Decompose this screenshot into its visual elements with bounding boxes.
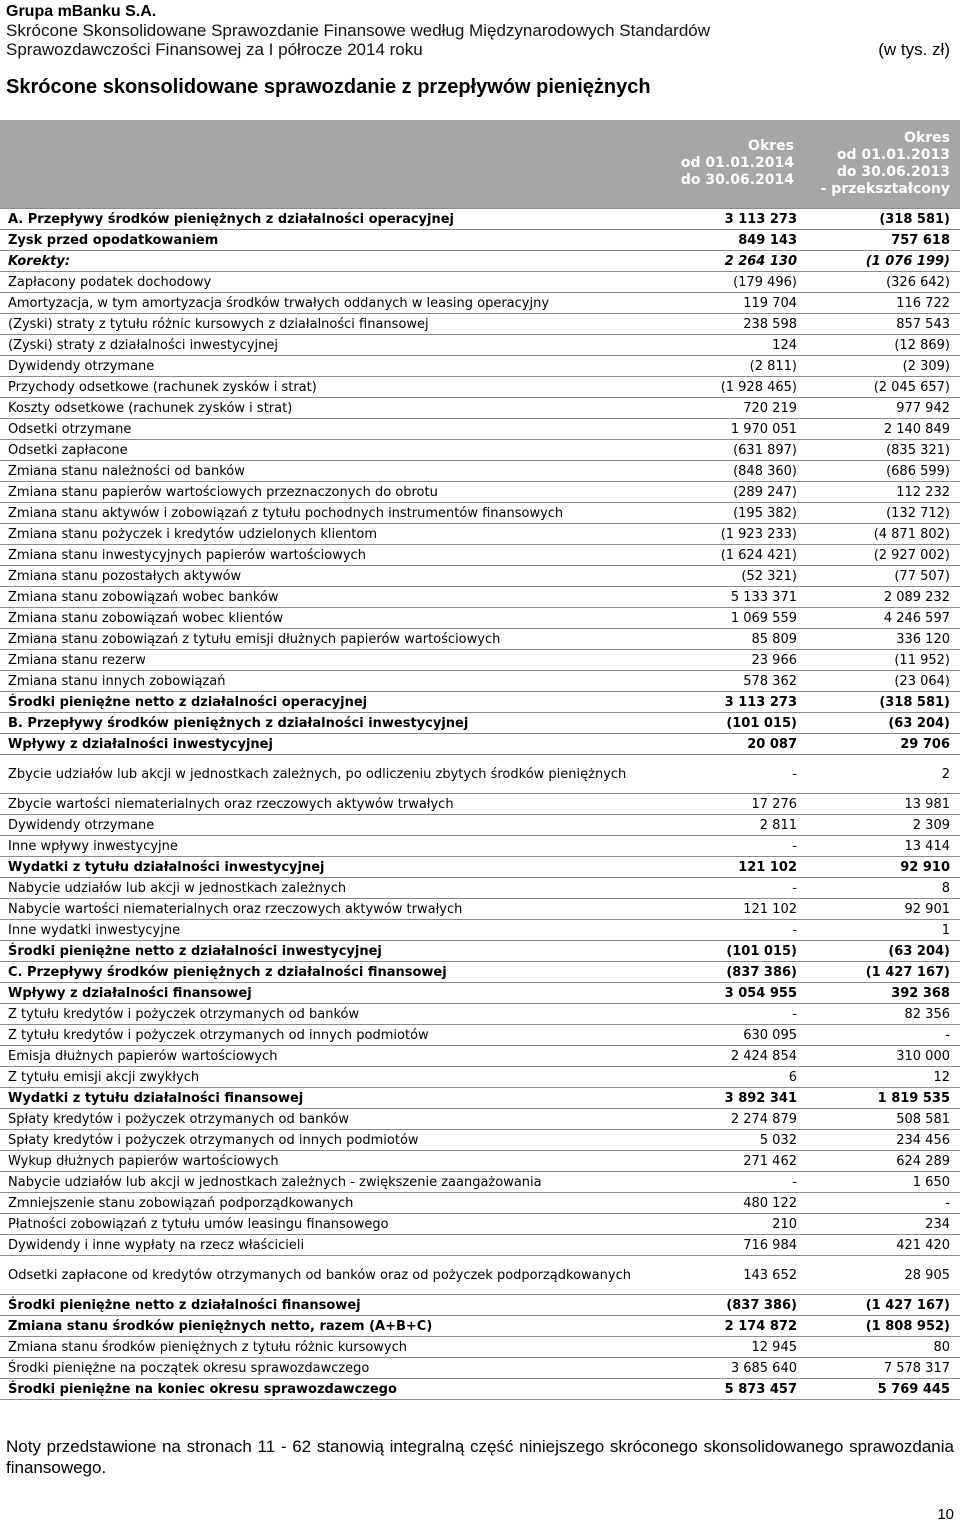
row-value-2013: 857 543	[803, 314, 960, 335]
table-row	[0, 755, 960, 794]
row-value-2014: 121 102	[650, 899, 803, 920]
row-value-2014: 85 809	[650, 629, 803, 650]
row-value-2014: 121 102	[650, 857, 803, 878]
row-value-2014: (1 928 465)	[650, 377, 803, 398]
row-value-2013: 28 905	[803, 1256, 960, 1295]
table-row	[0, 419, 960, 440]
row-value-2014: 480 122	[650, 1193, 803, 1214]
row-value-2014: 2 274 879	[650, 1109, 803, 1130]
row-value-2014: (1 624 421)	[650, 545, 803, 566]
row-label: Zbycie udziałów lub akcji w jednostkach zależnych, po odliczeniu zbytych środków pieniężnych	[0, 755, 650, 794]
row-value-2013: 1 819 535	[803, 1088, 960, 1109]
table-row	[0, 461, 960, 482]
row-value-2014: 3 054 955	[650, 983, 803, 1004]
row-value-2013: 234 456	[803, 1130, 960, 1151]
table-row	[0, 314, 960, 335]
row-value-2014: 5 873 457	[650, 1379, 803, 1400]
row-value-2013: -	[803, 1025, 960, 1046]
row-label: Odsetki zapłacone od kredytów otrzymanych od banków oraz od pożyczek podporządkowanych	[0, 1256, 650, 1295]
table-row	[0, 356, 960, 377]
row-label: Zbycie wartości niematerialnych oraz rzeczowych aktywów trwałych	[0, 794, 650, 815]
row-value-2013: (835 321)	[803, 440, 960, 461]
table-row	[0, 836, 960, 857]
row-label: Zmiana stanu rezerw	[0, 650, 650, 671]
table-row	[0, 692, 960, 713]
row-value-2013: (4 871 802)	[803, 524, 960, 545]
row-value-2014: 3 113 273	[650, 209, 803, 230]
table-row	[0, 335, 960, 356]
column-header-2014	[681, 138, 794, 189]
row-label: Dywidendy otrzymane	[0, 356, 650, 377]
row-label: Z tytułu kredytów i pożyczek otrzymanych od banków	[0, 1004, 650, 1025]
row-label: Inne wydatki inwestycyjne	[0, 920, 650, 941]
row-label: Środki pieniężne netto z działalności finansowej	[0, 1295, 650, 1316]
column-header-2013-line: do 30.06.2013	[836, 164, 950, 180]
row-value-2014: 6	[650, 1067, 803, 1088]
row-value-2014: -	[650, 920, 803, 941]
row-value-2014: (195 382)	[650, 503, 803, 524]
row-value-2013: (2 309)	[803, 356, 960, 377]
row-value-2014: (631 897)	[650, 440, 803, 461]
row-label: Zmiana stanu zobowiązań wobec banków	[0, 587, 650, 608]
column-header-band	[0, 120, 960, 208]
row-label: Nabycie udziałów lub akcji w jednostkach zależnych - zwiększenie zaangażowania	[0, 1172, 650, 1193]
row-value-2014: 124	[650, 335, 803, 356]
column-header-2014-line: od 01.01.2014	[680, 155, 794, 171]
row-label: (Zyski) straty z tytułu różnic kursowych z działalności finansowej	[0, 314, 650, 335]
row-value-2013: 757 618	[803, 230, 960, 251]
row-value-2013: 234	[803, 1214, 960, 1235]
row-value-2014: 630 095	[650, 1025, 803, 1046]
table-row	[0, 440, 960, 461]
row-value-2014: 720 219	[650, 398, 803, 419]
row-label: Z tytułu kredytów i pożyczek otrzymanych od innych podmiotów	[0, 1025, 650, 1046]
row-value-2013: 13 414	[803, 836, 960, 857]
row-value-2014: 12 945	[650, 1337, 803, 1358]
row-value-2013: 508 581	[803, 1109, 960, 1130]
row-value-2013: 29 706	[803, 734, 960, 755]
table-row	[0, 1004, 960, 1025]
row-label: Wykup dłużnych papierów wartościowych	[0, 1151, 650, 1172]
table-row	[0, 1358, 960, 1379]
row-value-2013: (326 642)	[803, 272, 960, 293]
row-value-2014: -	[650, 878, 803, 899]
row-label: Odsetki otrzymane	[0, 419, 650, 440]
row-label: Zapłacony podatek dochodowy	[0, 272, 650, 293]
table-row	[0, 608, 960, 629]
row-value-2013: (11 952)	[803, 650, 960, 671]
row-value-2014: 5 032	[650, 1130, 803, 1151]
row-value-2013: (23 064)	[803, 671, 960, 692]
row-value-2014: (837 386)	[650, 962, 803, 983]
row-value-2013: 112 232	[803, 482, 960, 503]
table-row	[0, 1025, 960, 1046]
row-value-2014: (101 015)	[650, 941, 803, 962]
column-header-2013-line: - przekształcony	[820, 181, 950, 197]
row-value-2014: -	[650, 836, 803, 857]
page-number: 10	[937, 1506, 954, 1523]
table-row	[0, 1193, 960, 1214]
table-row	[0, 1337, 960, 1358]
row-value-2013: 977 942	[803, 398, 960, 419]
row-value-2014: 210	[650, 1214, 803, 1235]
row-label: Zmiana stanu środków pieniężnych z tytułu różnic kursowych	[0, 1337, 650, 1358]
table-row	[0, 1130, 960, 1151]
row-label: B. Przepływy środków pieniężnych z działalności inwestycyjnej	[0, 713, 650, 734]
row-label: Środki pieniężne netto z działalności inwestycyjnej	[0, 941, 650, 962]
table-row	[0, 983, 960, 1004]
row-label: Wydatki z tytułu działalności finansowej	[0, 1088, 650, 1109]
row-value-2014: (848 360)	[650, 461, 803, 482]
row-value-2013: 1 650	[803, 1172, 960, 1193]
row-label: Zmiana stanu innych zobowiązań	[0, 671, 650, 692]
table-row	[0, 377, 960, 398]
row-value-2013: 310 000	[803, 1046, 960, 1067]
row-value-2013: (12 869)	[803, 335, 960, 356]
row-label: Koszty odsetkowe (rachunek zysków i strat)	[0, 398, 650, 419]
row-value-2014: 3 685 640	[650, 1358, 803, 1379]
cash-flow-rows	[0, 209, 960, 1400]
row-label: Z tytułu emisji akcji zwykłych	[0, 1067, 650, 1088]
row-value-2013: 5 769 445	[803, 1379, 960, 1400]
report-title-line-1: Skrócone Skonsolidowane Sprawozdanie Finansowe według Międzynarodowych Standardów	[6, 21, 711, 40]
row-value-2014: 271 462	[650, 1151, 803, 1172]
row-label: Odsetki zapłacone	[0, 440, 650, 461]
row-value-2014: -	[650, 1172, 803, 1193]
row-value-2013: 421 420	[803, 1235, 960, 1256]
row-value-2013: (2 927 002)	[803, 545, 960, 566]
row-label: Wpływy z działalności inwestycyjnej	[0, 734, 650, 755]
row-value-2013: 2 089 232	[803, 587, 960, 608]
row-label: Zmiana stanu inwestycyjnych papierów wartościowych	[0, 545, 650, 566]
table-row	[0, 815, 960, 836]
table-row	[0, 251, 960, 272]
row-label: Zmiana stanu pozostałych aktywów	[0, 566, 650, 587]
row-value-2014: (101 015)	[650, 713, 803, 734]
row-value-2014: 3 892 341	[650, 1088, 803, 1109]
table-row	[0, 1295, 960, 1316]
table-row	[0, 545, 960, 566]
row-value-2013: 2 309	[803, 815, 960, 836]
table-row	[0, 878, 960, 899]
row-value-2014: 23 966	[650, 650, 803, 671]
row-value-2013: (1 808 952)	[803, 1316, 960, 1337]
table-row	[0, 1316, 960, 1337]
table-row	[0, 1379, 960, 1400]
row-value-2013: 13 981	[803, 794, 960, 815]
table-row	[0, 1214, 960, 1235]
row-value-2014: 20 087	[650, 734, 803, 755]
row-value-2013: (686 599)	[803, 461, 960, 482]
row-value-2013: 392 368	[803, 983, 960, 1004]
row-value-2013: (1 076 199)	[803, 251, 960, 272]
table-row	[0, 671, 960, 692]
row-label: Dywidendy i inne wypłaty na rzecz właścicieli	[0, 1235, 650, 1256]
company-name: Grupa mBanku S.A.	[6, 3, 157, 20]
row-value-2013: 1	[803, 920, 960, 941]
row-label: (Zyski) straty z działalności inwestycyjnej	[0, 335, 650, 356]
currency-unit: (w tys. zł)	[878, 40, 950, 59]
row-value-2014: (52 321)	[650, 566, 803, 587]
row-value-2013: 92 901	[803, 899, 960, 920]
row-label: Korekty:	[0, 251, 650, 272]
column-header-2013-line: od 01.01.2013	[836, 147, 950, 163]
table-row	[0, 713, 960, 734]
row-value-2013: 7 578 317	[803, 1358, 960, 1379]
header-background	[0, 120, 960, 208]
table-row	[0, 1151, 960, 1172]
table-row	[0, 398, 960, 419]
table-row	[0, 1067, 960, 1088]
row-value-2014: 2 264 130	[650, 251, 803, 272]
row-value-2014: (837 386)	[650, 1295, 803, 1316]
row-value-2014: 849 143	[650, 230, 803, 251]
row-label: Zmiana stanu zobowiązań wobec klientów	[0, 608, 650, 629]
row-value-2013: (77 507)	[803, 566, 960, 587]
row-value-2014: 1 970 051	[650, 419, 803, 440]
row-label: Zmiana stanu należności od banków	[0, 461, 650, 482]
table-row	[0, 734, 960, 755]
row-value-2014: 17 276	[650, 794, 803, 815]
row-value-2014: 119 704	[650, 293, 803, 314]
row-value-2013: 116 722	[803, 293, 960, 314]
row-label: Zmiana stanu zobowiązań z tytułu emisji dłużnych papierów wartościowych	[0, 629, 650, 650]
row-value-2014: 1 069 559	[650, 608, 803, 629]
row-value-2013: 2	[803, 755, 960, 794]
row-value-2013: (318 581)	[803, 209, 960, 230]
row-label: Amortyzacja, w tym amortyzacja środków trwałych oddanych w leasing operacyjny	[0, 293, 650, 314]
cash-flow-table	[0, 208, 960, 1400]
row-label: Środki pieniężne na koniec okresu sprawozdawczego	[0, 1379, 650, 1400]
row-label: Zmniejszenie stanu zobowiązań podporządkowanych	[0, 1193, 650, 1214]
row-label: C. Przepływy środków pieniężnych z działalności finansowej	[0, 962, 650, 983]
row-value-2014: (2 811)	[650, 356, 803, 377]
table-row	[0, 1046, 960, 1067]
row-value-2013: (1 427 167)	[803, 1295, 960, 1316]
row-value-2014: 578 362	[650, 671, 803, 692]
row-label: A. Przepływy środków pieniężnych z działalności operacyjnej	[0, 209, 650, 230]
table-row	[0, 857, 960, 878]
row-value-2013: 12	[803, 1067, 960, 1088]
row-label: Spłaty kredytów i pożyczek otrzymanych od banków	[0, 1109, 650, 1130]
row-label: Zmiana stanu pożyczek i kredytów udzielonych klientom	[0, 524, 650, 545]
row-label: Wpływy z działalności finansowej	[0, 983, 650, 1004]
row-label: Spłaty kredytów i pożyczek otrzymanych od innych podmiotów	[0, 1130, 650, 1151]
row-label: Środki pieniężne na początek okresu sprawozdawczego	[0, 1358, 650, 1379]
row-value-2014: 2 811	[650, 815, 803, 836]
row-label: Emisja dłużnych papierów wartościowych	[0, 1046, 650, 1067]
row-value-2013: 92 910	[803, 857, 960, 878]
row-value-2014: 2 174 872	[650, 1316, 803, 1337]
row-value-2013: (2 045 657)	[803, 377, 960, 398]
row-value-2014: 238 598	[650, 314, 803, 335]
table-row	[0, 230, 960, 251]
table-row	[0, 503, 960, 524]
row-label: Środki pieniężne netto z działalności operacyjnej	[0, 692, 650, 713]
table-row	[0, 1109, 960, 1130]
row-label: Inne wpływy inwestycyjne	[0, 836, 650, 857]
row-label: Przychody odsetkowe (rachunek zysków i strat)	[0, 377, 650, 398]
column-header-2013	[820, 130, 950, 198]
table-row	[0, 794, 960, 815]
row-value-2014: 5 133 371	[650, 587, 803, 608]
row-value-2013: (1 427 167)	[803, 962, 960, 983]
row-value-2014: (289 247)	[650, 482, 803, 503]
row-value-2013: 82 356	[803, 1004, 960, 1025]
row-value-2013: (63 204)	[803, 713, 960, 734]
column-header-2013-line: Okres	[904, 130, 950, 146]
row-value-2014: -	[650, 1004, 803, 1025]
table-row	[0, 941, 960, 962]
row-value-2014: (1 923 233)	[650, 524, 803, 545]
table-row	[0, 566, 960, 587]
row-value-2014: 716 984	[650, 1235, 803, 1256]
table-row	[0, 650, 960, 671]
row-label: Zmiana stanu środków pieniężnych netto, razem (A+B+C)	[0, 1316, 650, 1337]
column-header-2014-line: do 30.06.2014	[680, 172, 794, 188]
table-row	[0, 482, 960, 503]
row-value-2013: 2 140 849	[803, 419, 960, 440]
row-value-2014: (179 496)	[650, 272, 803, 293]
table-row	[0, 272, 960, 293]
row-value-2013: 80	[803, 1337, 960, 1358]
column-header-2014-line: Okres	[748, 138, 794, 154]
row-value-2013: 624 289	[803, 1151, 960, 1172]
table-row	[0, 209, 960, 230]
row-label: Zmiana stanu papierów wartościowych przeznaczonych do obrotu	[0, 482, 650, 503]
row-value-2013: (318 581)	[803, 692, 960, 713]
table-row	[0, 962, 960, 983]
statement-title: Skrócone skonsolidowane sprawozdanie z przepływów pieniężnych	[6, 76, 651, 98]
row-value-2013: 8	[803, 878, 960, 899]
row-value-2014: 143 652	[650, 1256, 803, 1295]
table-row	[0, 1172, 960, 1193]
row-label: Płatności zobowiązań z tytułu umów leasingu finansowego	[0, 1214, 650, 1235]
row-label: Dywidendy otrzymane	[0, 815, 650, 836]
row-value-2013: 4 246 597	[803, 608, 960, 629]
row-value-2013: 336 120	[803, 629, 960, 650]
table-row	[0, 920, 960, 941]
row-value-2014: 2 424 854	[650, 1046, 803, 1067]
row-label: Zmiana stanu aktywów i zobowiązań z tytułu pochodnych instrumentów finansowych	[0, 503, 650, 524]
footnote: Noty przedstawione na stronach 11 - 62 stanowią integralną część niniejszego skróconego skonsolidowanego sprawozdania finansowego.	[6, 1437, 954, 1477]
table-row	[0, 293, 960, 314]
table-row	[0, 587, 960, 608]
row-label: Wydatki z tytułu działalności inwestycyjnej	[0, 857, 650, 878]
row-value-2014: -	[650, 755, 803, 794]
row-value-2013: -	[803, 1193, 960, 1214]
report-title-line-2: Sprawozdawczości Finansowej za I półrocze 2014 roku	[6, 40, 423, 59]
table-row	[0, 899, 960, 920]
row-value-2013: (63 204)	[803, 941, 960, 962]
row-value-2013: (132 712)	[803, 503, 960, 524]
table-row	[0, 1256, 960, 1295]
table-row	[0, 524, 960, 545]
row-label: Zysk przed opodatkowaniem	[0, 230, 650, 251]
table-row	[0, 1088, 960, 1109]
table-row	[0, 1235, 960, 1256]
row-label: Nabycie udziałów lub akcji w jednostkach zależnych	[0, 878, 650, 899]
row-value-2014: 3 113 273	[650, 692, 803, 713]
row-label: Nabycie wartości niematerialnych oraz rzeczowych aktywów trwałych	[0, 899, 650, 920]
table-row	[0, 629, 960, 650]
